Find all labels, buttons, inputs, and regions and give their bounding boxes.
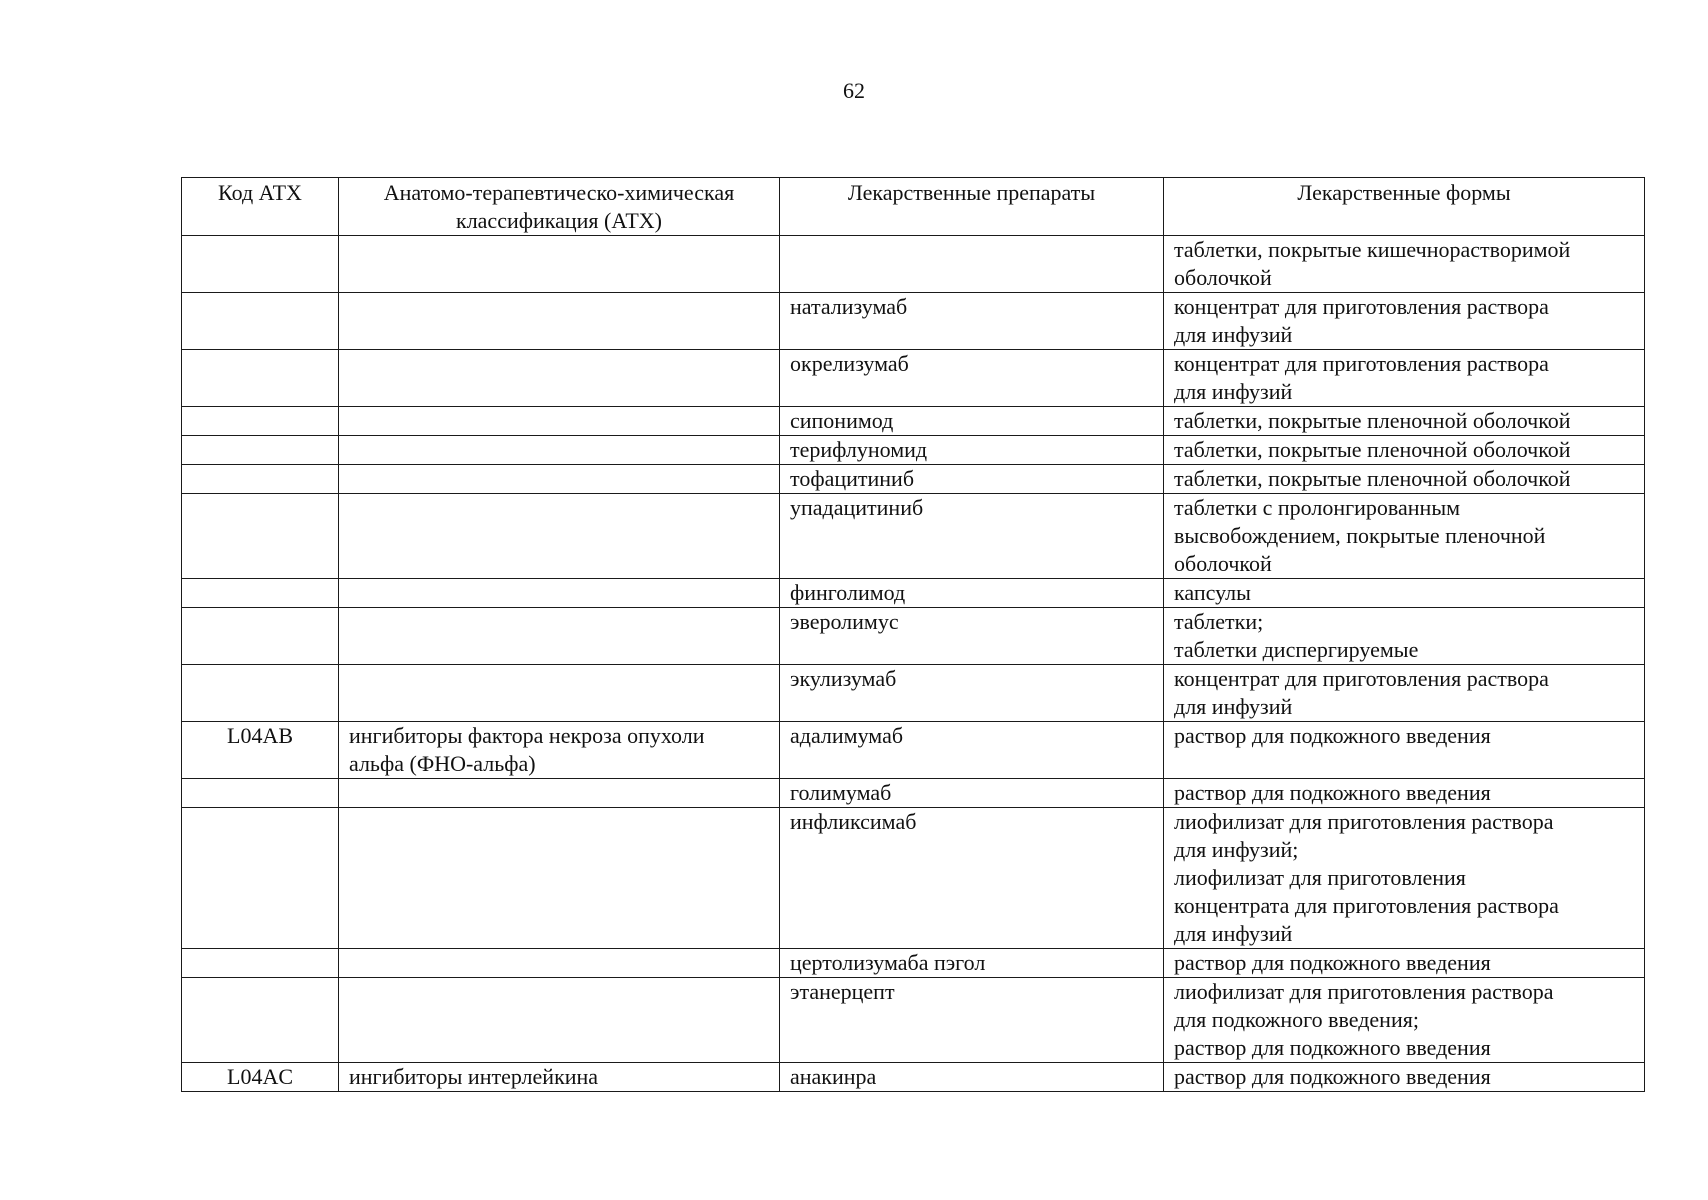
table-row — [182, 350, 1645, 407]
atc-classification-cell — [339, 436, 780, 465]
dosage-form-cell: капсулы — [1164, 579, 1645, 608]
dosage-form-cell: лиофилизат для приготовления раствора для подкожного введения; раствор для подкожного введения — [1164, 978, 1645, 1063]
drug-name-cell: эверолимус — [780, 608, 1164, 665]
atc-code-cell — [182, 978, 339, 1063]
dosage-form-cell: лиофилизат для приготовления раствора для инфузий; лиофилизат для приготовления концентрата для приготовления раствора для инфузий — [1164, 808, 1645, 949]
atc-code-cell — [182, 665, 339, 722]
atc-classification-cell — [339, 579, 780, 608]
table-row — [182, 436, 1645, 465]
atc-drug-table — [181, 177, 1645, 1092]
drug-name-cell: сипонимод — [780, 407, 1164, 436]
drug-name-cell: тофацитиниб — [780, 465, 1164, 494]
drug-name-cell: натализумаб — [780, 293, 1164, 350]
dosage-form-cell: концентрат для приготовления раствора для инфузий — [1164, 350, 1645, 407]
atc-classification-cell — [339, 465, 780, 494]
table-row — [182, 978, 1645, 1063]
atc-code-cell — [182, 608, 339, 665]
header-atc-classification: Анатомо-терапевтическо-химическая классификация (АТХ) — [339, 178, 780, 236]
atc-code-cell — [182, 350, 339, 407]
atc-code-cell — [182, 579, 339, 608]
atc-classification-cell — [339, 608, 780, 665]
table-row — [182, 579, 1645, 608]
header-atc-code: Код АТХ — [182, 178, 339, 236]
dosage-form-cell: таблетки с пролонгированным высвобождением, покрытые пленочной оболочкой — [1164, 494, 1645, 579]
atc-code-cell: L04AB — [182, 722, 339, 779]
atc-classification-cell — [339, 978, 780, 1063]
dosage-form-cell: таблетки, покрытые пленочной оболочкой — [1164, 407, 1645, 436]
atc-classification-cell — [339, 949, 780, 978]
atc-classification-cell — [339, 808, 780, 949]
table-row — [182, 465, 1645, 494]
dosage-form-cell: раствор для подкожного введения — [1164, 722, 1645, 779]
drug-name-cell: голимумаб — [780, 779, 1164, 808]
table-row — [182, 779, 1645, 808]
atc-code-cell: L04AC — [182, 1063, 339, 1092]
dosage-form-cell: концентрат для приготовления раствора для инфузий — [1164, 665, 1645, 722]
table-row — [182, 494, 1645, 579]
dosage-form-cell: концентрат для приготовления раствора для инфузий — [1164, 293, 1645, 350]
table-row — [182, 665, 1645, 722]
atc-code-cell — [182, 949, 339, 978]
drug-name-cell: анакинра — [780, 1063, 1164, 1092]
table-row — [182, 808, 1645, 949]
drug-name-cell: этанерцепт — [780, 978, 1164, 1063]
atc-classification-cell: ингибиторы интерлейкина — [339, 1063, 780, 1092]
drug-name-cell: упадацитиниб — [780, 494, 1164, 579]
atc-code-cell — [182, 465, 339, 494]
table-row — [182, 1063, 1645, 1092]
drug-name-cell: цертолизумаба пэгол — [780, 949, 1164, 978]
dosage-form-cell: таблетки, покрытые кишечнорастворимой оболочкой — [1164, 236, 1645, 293]
table-row — [182, 407, 1645, 436]
atc-classification-cell — [339, 236, 780, 293]
atc-code-cell — [182, 407, 339, 436]
dosage-form-cell: таблетки, покрытые пленочной оболочкой — [1164, 465, 1645, 494]
header-dosage-forms: Лекарственные формы — [1164, 178, 1645, 236]
atc-code-cell — [182, 236, 339, 293]
drug-name-cell: инфликсимаб — [780, 808, 1164, 949]
dosage-form-cell: раствор для подкожного введения — [1164, 779, 1645, 808]
atc-code-cell — [182, 808, 339, 949]
dosage-form-cell: таблетки, покрытые пленочной оболочкой — [1164, 436, 1645, 465]
atc-classification-cell — [339, 293, 780, 350]
atc-code-cell — [182, 293, 339, 350]
dosage-form-cell: таблетки; таблетки диспергируемые — [1164, 608, 1645, 665]
atc-code-cell — [182, 436, 339, 465]
drug-name-cell — [780, 236, 1164, 293]
table-row — [182, 608, 1645, 665]
atc-code-cell — [182, 779, 339, 808]
drug-name-cell: окрелизумаб — [780, 350, 1164, 407]
atc-code-cell — [182, 494, 339, 579]
dosage-form-cell: раствор для подкожного введения — [1164, 1063, 1645, 1092]
table-row — [182, 293, 1645, 350]
atc-classification-cell — [339, 665, 780, 722]
atc-classification-cell: ингибиторы фактора некроза опухоли альфа (ФНО-альфа) — [339, 722, 780, 779]
drug-name-cell: терифлуномид — [780, 436, 1164, 465]
table-row — [182, 236, 1645, 293]
table-row — [182, 949, 1645, 978]
drug-name-cell: финголимод — [780, 579, 1164, 608]
header-row — [182, 178, 1645, 236]
dosage-form-cell: раствор для подкожного введения — [1164, 949, 1645, 978]
table-header — [182, 178, 1645, 236]
atc-classification-cell — [339, 494, 780, 579]
table-body — [182, 236, 1645, 1092]
table-row — [182, 722, 1645, 779]
drug-name-cell: адалимумаб — [780, 722, 1164, 779]
drug-name-cell: экулизумаб — [780, 665, 1164, 722]
atc-classification-cell — [339, 350, 780, 407]
page-number: 62 — [843, 78, 865, 103]
atc-classification-cell — [339, 779, 780, 808]
header-drugs: Лекарственные препараты — [780, 178, 1164, 236]
atc-classification-cell — [339, 407, 780, 436]
